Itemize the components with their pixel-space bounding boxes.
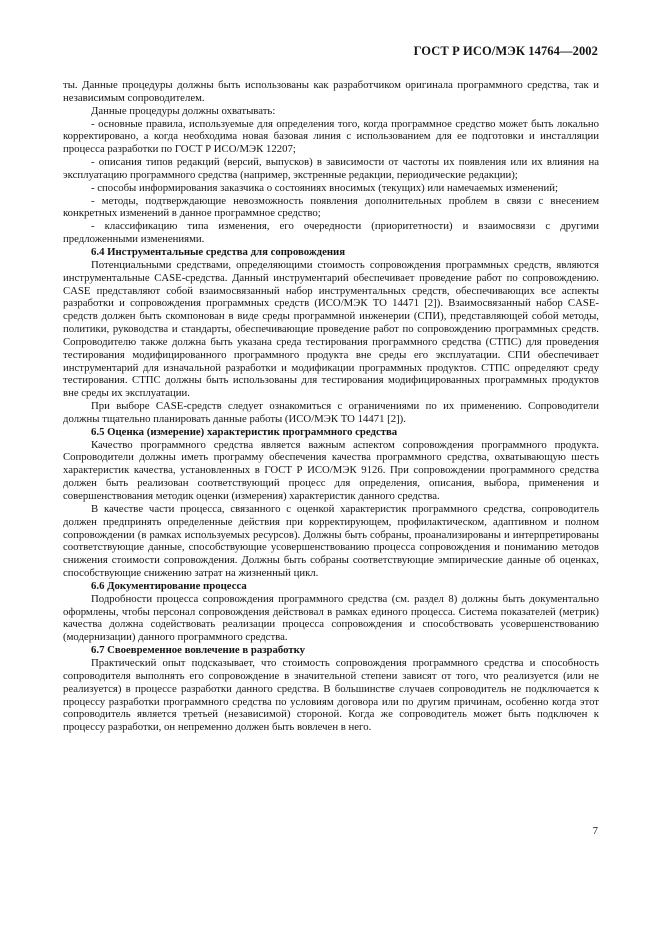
paragraph-case-tools: Потенциальными средствами, определяющими стоимость сопровождения программных средств, являются инструментальные CASE-средства. Данный инструментарий обеспечивает проведение работ по сопровождению. CASE представляют собой взаимосвязанный набор инструментальных средств, обеспечивающих все аспекты разработки и сопровождения программных средств (ИСО/МЭК ТО 14471 [2]). Взаимосвязанный набор CASE-средств должен быть скомпонован в виде среды программной инженерии (СПИ), представляющей собой методы, политики, руководства и стандарты, обеспечивающие проведение работ по сопровождению программных средств. Сопроводителю также должна быть указана среда тестирования программного средства (СТПС) для проведения тестирования модифицированного программного продукта вне среды его эксплуатации. СПИ обеспечивает инструментарий для изначальной разработки и модификации программных продуктов. СТПС определяют среду тестирования. СТПС должны быть использованы для тестирования модифицированных программных продуктов вне среды их эксплуатации. <box>63 258 599 400</box>
paragraph-case-selection: При выборе CASE-средств следует ознакомиться с ограничениями по их применению. Сопроводители должны тщательно планировать данные работы (ИСО/МЭК ТО 14471 [2]). <box>63 400 599 425</box>
list-item-rules: - основные правила, используемые для определения того, когда программное средство может быть локально корректировано, а когда необходима новая базовая линия с использованием для ее подготовки и инсталляции процесса разработки по ГОСТ Р ИСО/МЭК 12207; <box>63 117 599 156</box>
paragraph-early-involvement: Практический опыт подсказывает, что стоимость сопровождения программного средства и способность сопроводителя выполнять его сопровождение в значительной степени зависят от того, что реализуется (или не реализуется) в процессе разработки данного средства. В большинстве случаев сопроводитель не подключается к процессу разработки программного средства по условиям договора или по другим причинам, особенно когда этот сопроводитель является третьей (независимой) стороной. Когда же сопроводитель может быть подключен к процессу разработки, он непременно должен быть вовлечен в него. <box>63 656 599 734</box>
document-body <box>63 79 599 734</box>
paragraph-documentation: Подробности процесса сопровождения программного средства (см. раздел 8) должны быть документально оформлены, чтобы персонал сопровождения действовал в рамках единого процесса. Система показателей (метрик) качества должна содействовать реализации процесса сопровождения и способствовать усовершенствованию (модернизации) данного программного средства. <box>63 592 599 644</box>
list-item-classification: - классификацию типа изменения, его очередности (приоритетности) и взаимосвязи с другими предложенными изменениями. <box>63 220 599 246</box>
paragraph-quality-process: В качестве части процесса, связанного с оценкой характеристик программного средства, сопроводитель должен предпринять определенные действия при корректирующем, профилактическом, адаптивном и полном сопровождении (в рамках используемых ресурсов). Должны быть собраны, проанализированы и интерпретированы соответствующие данные, способствующие усовершенствованию процесса сопровождения и пониманию методов снижения стоимости сопровождения. Должны быть собраны соответствующие эмпирические данные об оценках, способствующие снижению затрат на жизненный цикл. <box>63 502 599 580</box>
paragraph-quality: Качество программного средства является важным аспектом сопровождения программного продукта. Сопроводители должны иметь программу обеспечения качества программного средства, охватывающую шесть характеристик качества, установленных в ГОСТ Р ИСО/МЭК 9126. При сопровождении программного средства должен быть реализован соответствующий процесс для определения, описания, выбора, применения и совершенствования методик оценки (измерения) характеристик данного средства. <box>63 438 599 502</box>
document-code-header: ГОСТ Р ИСО/МЭК 14764—2002 <box>413 44 598 58</box>
page-number: 7 <box>592 825 598 837</box>
list-item-edition-types: - описания типов редакций (версий, выпусков) в зависимости от частоты их появления или их влияния на эксплуатацию программного средства (например, экстренные редакции, периодические редакции); <box>63 156 599 181</box>
section-heading-6-4: 6.4 Инструментальные средства для сопровождения <box>91 245 346 258</box>
list-item-customer-info: - способы информирования заказчика о состояниях вносимых (текущих) или намечаемых изменений; <box>91 181 559 194</box>
paragraph-continued: ты. Данные процедуры должны быть использованы как разработчиком оригинала программного средства, так и независимым сопроводителем. <box>63 79 599 104</box>
section-heading-6-7: 6.7 Своевременное вовлечение в разработку <box>91 644 306 657</box>
paragraph-procedures-intro: Данные процедуры должны охватывать: <box>91 104 276 117</box>
section-heading-6-5: 6.5 Оценка (измерение) характеристик программного средства <box>91 425 398 438</box>
list-item-methods: - методы, подтверждающие невозможность появления дополнительных проблем в связи с внесением конкретных изменений в данное программное средство; <box>63 194 599 220</box>
section-heading-6-6: 6.6 Документирование процесса <box>91 579 247 592</box>
